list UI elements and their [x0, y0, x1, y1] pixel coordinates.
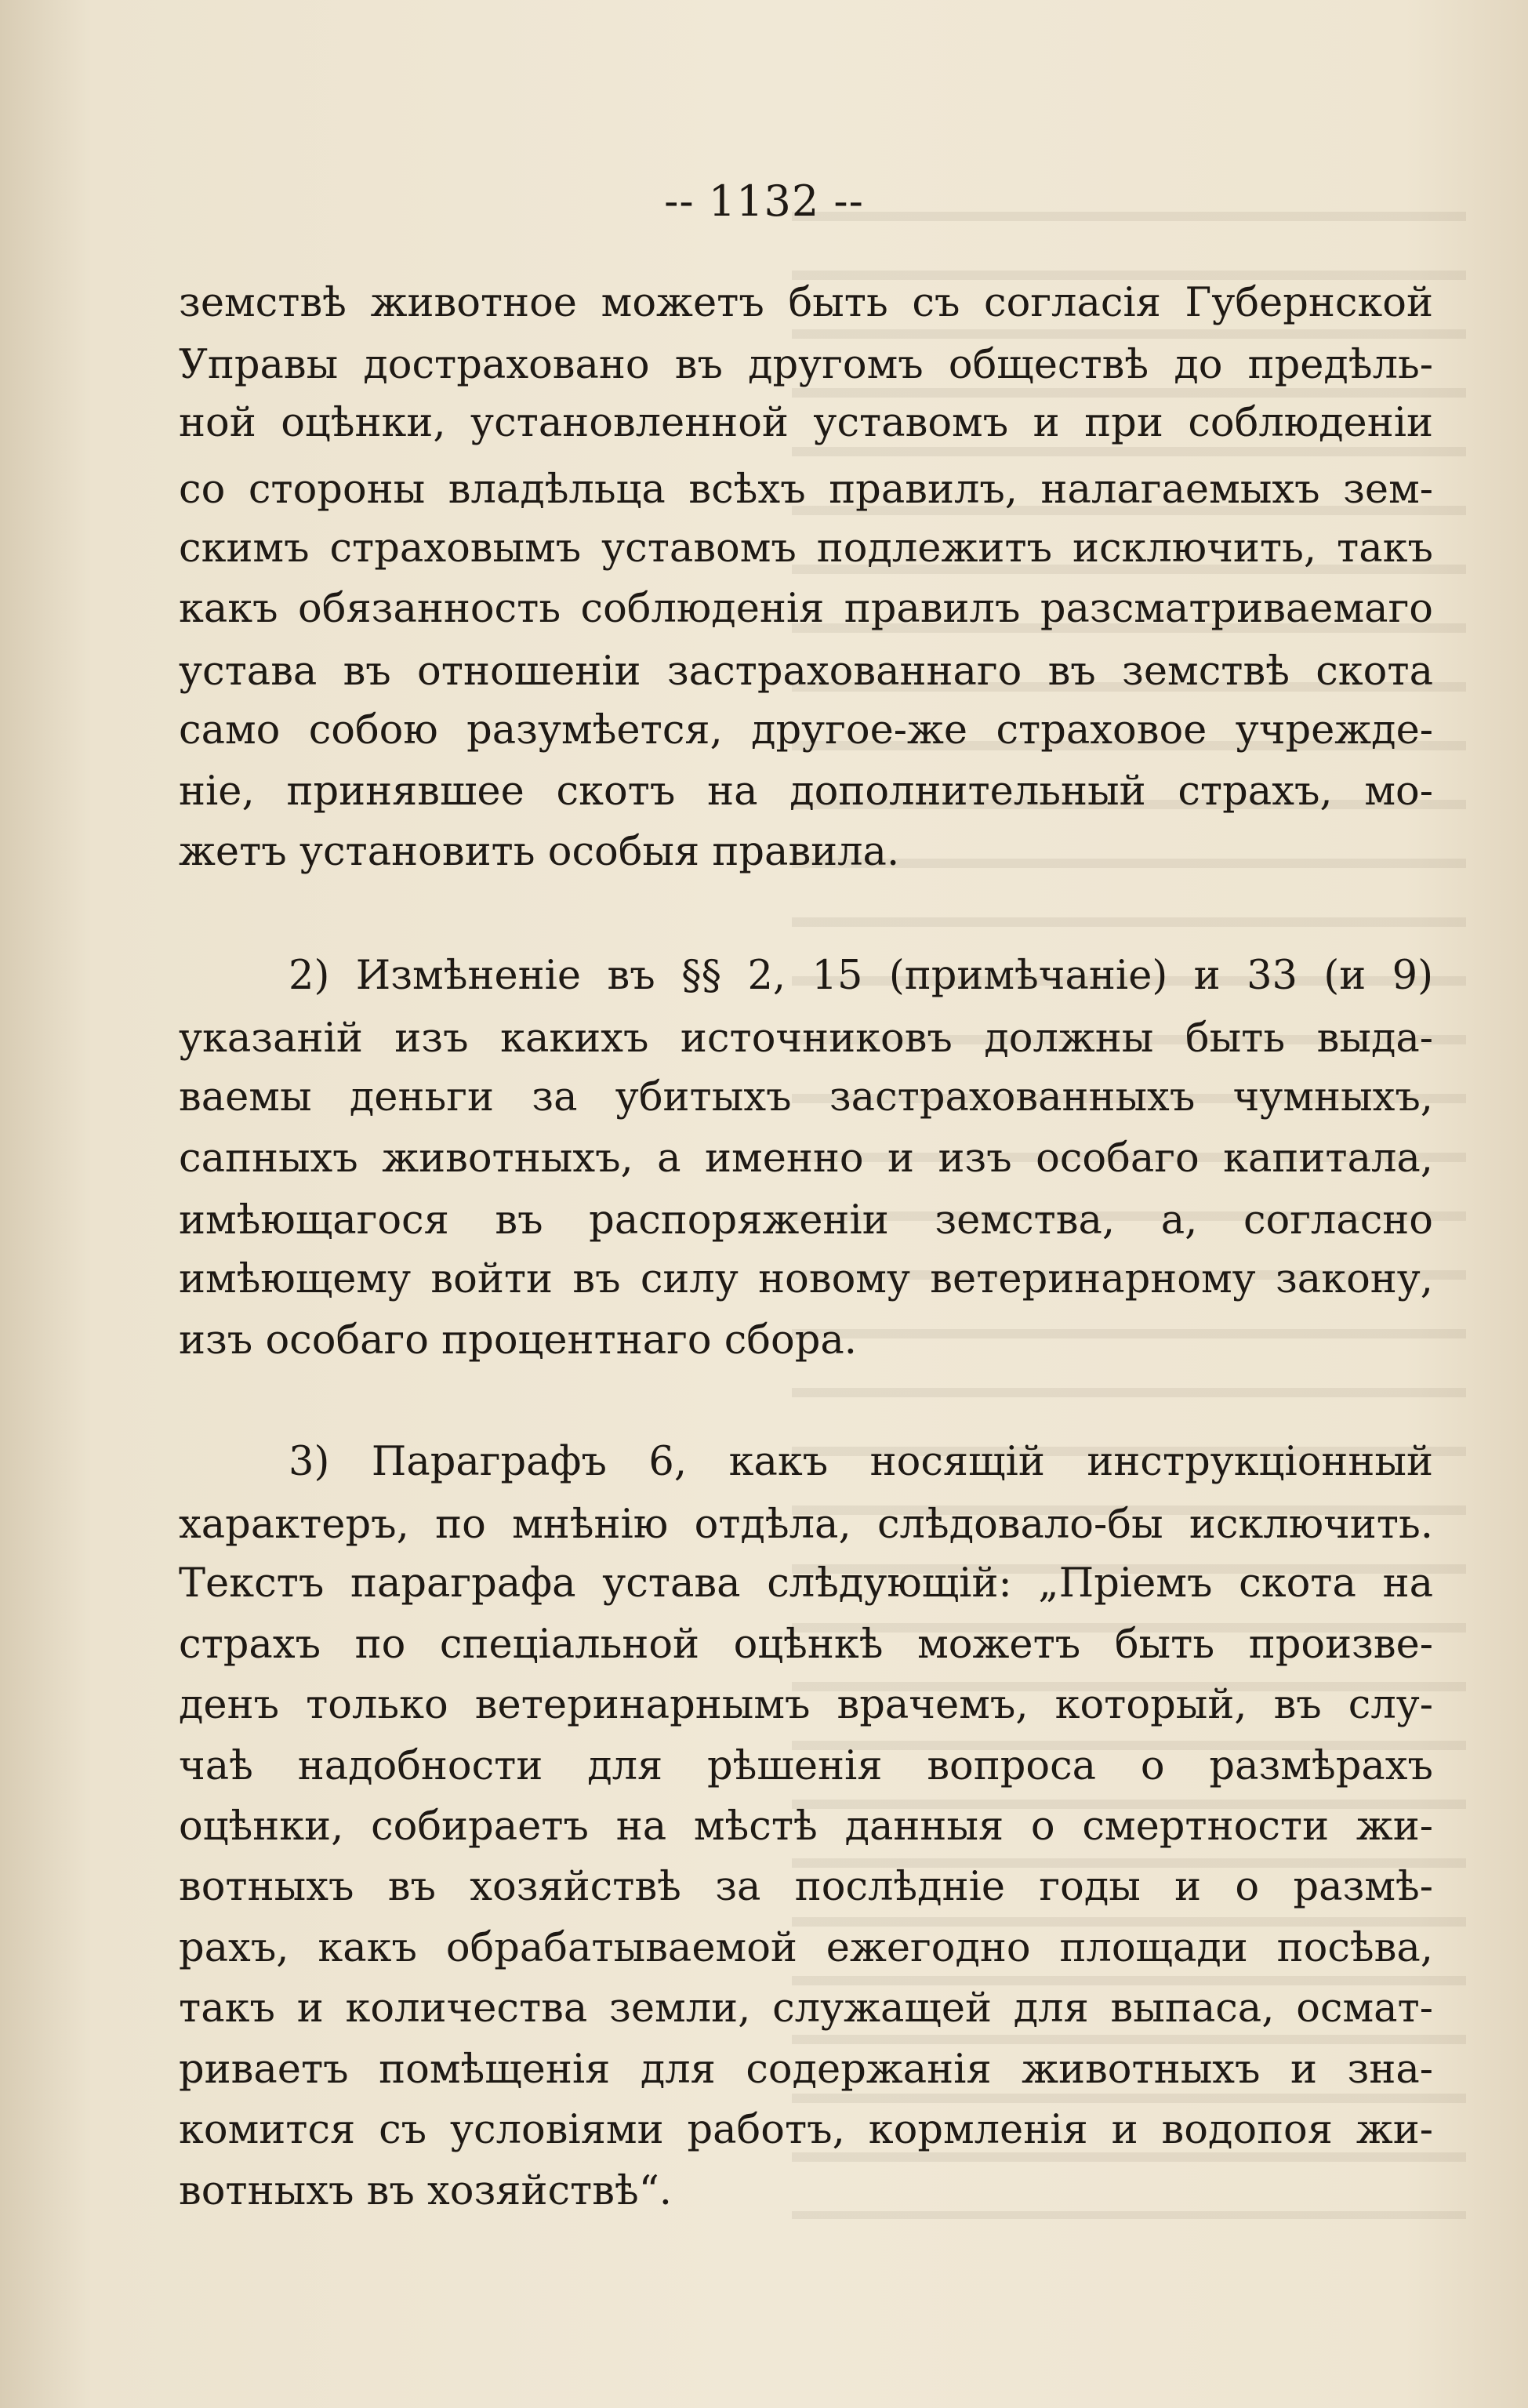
text-line: какъ обязанность соблюденія правилъ разсматриваемаго: [179, 586, 1433, 632]
text-line: страхъ по спеціальной оцѣнкѣ можетъ быть произве-: [179, 1622, 1433, 1668]
text-line: земствѣ животное можетъ быть съ согласія Губернской: [179, 280, 1433, 326]
text-line: комится съ условіями работъ, кормленія и водопоя жи-: [179, 2107, 1433, 2153]
text-line: изъ особаго процентнаго сбора.: [179, 1317, 857, 1364]
text-line: ной оцѣнки, установленной уставомъ и при соблюденіи: [179, 400, 1433, 446]
text-line: сапныхъ животныхъ, а именно и изъ особаго капитала,: [179, 1135, 1433, 1182]
text-line: 3) Параграфъ 6, какъ носящій инструкціонный: [289, 1439, 1433, 1485]
text-line: характеръ, по мнѣнію отдѣла, слѣдовало-бы исключить.: [179, 1502, 1433, 1548]
text-line: ваемы деньги за убитыхъ застрахованныхъ чумныхъ,: [179, 1074, 1433, 1120]
text-line: Управы дострахoвано въ другомъ обществѣ до предѣль-: [179, 342, 1433, 388]
text-line: указаній изъ какихъ источниковъ должны быть выда-: [179, 1015, 1433, 1062]
text-line: имѣющему войти въ силу новому ветеринарному закону,: [179, 1256, 1433, 1302]
text-line: риваетъ помѣщенія для содержанія животныхъ и зна-: [179, 2047, 1433, 2093]
text-line: устава въ отношеніи застрахованнаго въ земствѣ скота: [179, 648, 1433, 695]
text-line: оцѣнки, собираетъ на мѣстѣ данныя о смертности жи-: [179, 1803, 1433, 1850]
text-line: рахъ, какъ обрабатываемой ежегодно площади посѣва,: [179, 1925, 1433, 1971]
text-line: ніе, принявшее скотъ на дополнительный страхъ, мо-: [179, 768, 1433, 815]
text-line: имѣющагося въ распоряженіи земства, а, согласно: [179, 1197, 1433, 1244]
text-line: Текстъ параграфа устава слѣдующій: „Пріемъ скота на: [179, 1560, 1433, 1607]
text-line: денъ только ветеринарнымъ врачемъ, который, въ слу-: [179, 1682, 1433, 1728]
text-line: 2) Измѣненіе въ §§ 2, 15 (примѣчаніе) и 33 (и 9): [289, 953, 1433, 999]
text-line: чаѣ надобности для рѣшенія вопроса о размѣрахъ: [179, 1743, 1433, 1789]
text-line: скимъ страховымъ уставомъ подлежитъ исключить, такъ: [179, 525, 1433, 572]
text-line: такъ и количества земли, служащей для выпаса, осмат-: [179, 1985, 1433, 2032]
text-line: жетъ установить особыя правила.: [179, 829, 900, 875]
text-line: вотныхъ въ хозяйствѣ за послѣдніе годы и о размѣ-: [179, 1864, 1433, 1910]
text-line: вотныхъ въ хозяйствѣ“.: [179, 2168, 672, 2214]
page-number-header: -- 1132 --: [664, 176, 864, 226]
text-line: со стороны владѣльца всѣхъ правилъ, налагаемыхъ зем-: [179, 467, 1433, 513]
text-line: само собою разумѣется, другое-же страховое учрежде-: [179, 707, 1433, 754]
